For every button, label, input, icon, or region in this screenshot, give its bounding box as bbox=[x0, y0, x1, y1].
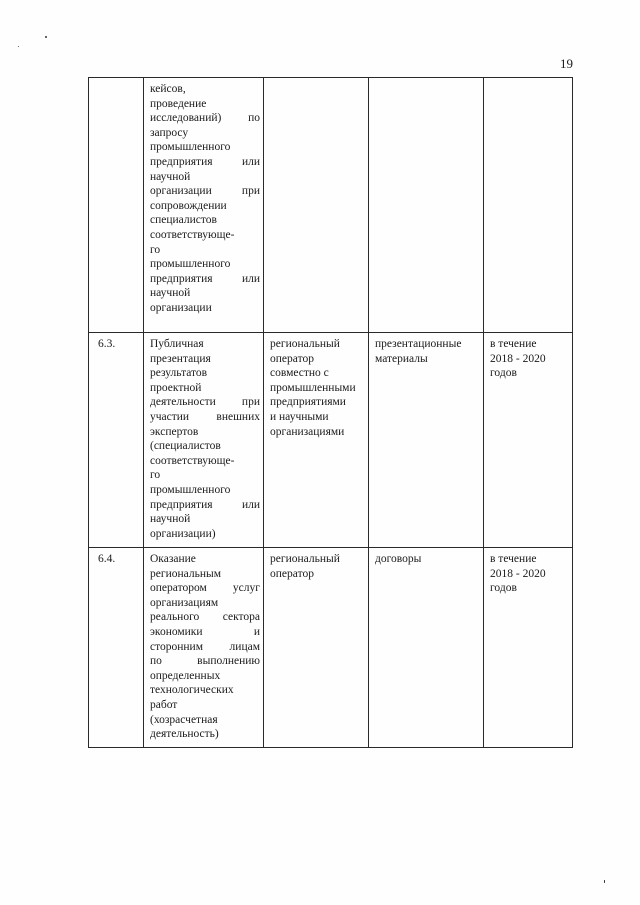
description-line: Оказание bbox=[150, 553, 196, 565]
scan-speck bbox=[604, 880, 605, 883]
description-line: организациям bbox=[150, 596, 219, 609]
description-line: организации) bbox=[150, 527, 216, 540]
row-number-cell bbox=[89, 78, 144, 333]
description-line: (хозрасчетная bbox=[150, 713, 218, 726]
description-line: промышленного bbox=[150, 141, 231, 154]
description-line: сторонним лицам bbox=[150, 640, 260, 653]
executor-line: и научными bbox=[270, 410, 329, 423]
result-line: презентационные bbox=[375, 338, 462, 350]
result-cell bbox=[369, 548, 484, 748]
executor-line: оператор bbox=[270, 352, 314, 365]
term-line: в течение bbox=[490, 553, 537, 565]
page-number: 19 bbox=[560, 56, 573, 71]
executor-cell bbox=[264, 78, 369, 333]
result-cell bbox=[369, 78, 484, 333]
description-line: результатов bbox=[150, 367, 208, 380]
description-line: региональным bbox=[150, 567, 221, 580]
description-line: промышленного bbox=[150, 483, 231, 496]
description-line: предприятия или bbox=[150, 498, 260, 511]
row-number-cell: 6.4. bbox=[89, 548, 144, 748]
row-number-cell: 6.3. bbox=[89, 333, 144, 548]
description-line: организации при bbox=[150, 185, 260, 198]
description-line: предприятия или bbox=[150, 155, 260, 168]
description-line: го bbox=[150, 243, 161, 256]
executor-line: промышленными bbox=[270, 381, 356, 394]
executor-line: организациями bbox=[270, 425, 345, 438]
description-line: технологических bbox=[150, 684, 234, 697]
executor-line: региональный bbox=[270, 553, 340, 565]
term-cell bbox=[484, 548, 573, 748]
description-line: презентация bbox=[150, 352, 211, 365]
table-row bbox=[89, 333, 573, 548]
table-row bbox=[89, 548, 573, 748]
scan-speck bbox=[45, 36, 47, 38]
description-line: исследований) по bbox=[150, 112, 260, 125]
description-line: определенных bbox=[150, 669, 221, 682]
description-line: научной bbox=[150, 170, 191, 183]
term-line: годов bbox=[490, 582, 517, 595]
description-line: проведение bbox=[150, 97, 207, 110]
description-line: Публичная bbox=[150, 338, 204, 350]
term-cell bbox=[484, 78, 573, 333]
description-line: деятельности при bbox=[150, 396, 260, 409]
description-line: по выполнению bbox=[150, 655, 260, 668]
description-line: промышленного bbox=[150, 258, 231, 271]
activity-description-cell bbox=[144, 333, 264, 548]
description-line: экспертов bbox=[150, 425, 199, 438]
description-line: предприятия или bbox=[150, 272, 260, 285]
description-line: (специалистов bbox=[150, 440, 221, 453]
description-line: го bbox=[150, 469, 161, 482]
activity-description-cell bbox=[144, 78, 264, 333]
term-line: годов bbox=[490, 367, 517, 380]
description-line: специалистов bbox=[150, 214, 217, 227]
term-line: 2018 - 2020 bbox=[490, 567, 546, 580]
term-line: в течение bbox=[490, 338, 537, 350]
description-line: научной bbox=[150, 513, 191, 526]
description-line: соответствующе- bbox=[150, 228, 235, 241]
description-line: научной bbox=[150, 287, 191, 300]
description-line: деятельность) bbox=[150, 728, 219, 741]
executor-line: оператор bbox=[270, 567, 314, 580]
description-line: соответствующе- bbox=[150, 454, 235, 467]
table-row bbox=[89, 78, 573, 333]
result-line: договоры bbox=[375, 553, 422, 565]
description-line: экономики и bbox=[150, 625, 260, 638]
executor-cell bbox=[264, 333, 369, 548]
executor-line: предприятиями bbox=[270, 396, 346, 409]
description-line: реального сектора bbox=[150, 611, 260, 624]
description-line: участии внешних bbox=[150, 410, 260, 423]
description-line: организации bbox=[150, 301, 212, 314]
description-line: сопровождении bbox=[150, 199, 227, 212]
description-line: оператором услуг bbox=[150, 582, 260, 595]
term-line: 2018 - 2020 bbox=[490, 352, 546, 365]
scan-speck bbox=[18, 46, 19, 47]
executor-line: региональный bbox=[270, 338, 340, 350]
description-line: проектной bbox=[150, 381, 202, 394]
term-cell bbox=[484, 333, 573, 548]
result-cell bbox=[369, 333, 484, 548]
activity-description-cell bbox=[144, 548, 264, 748]
result-line: материалы bbox=[375, 352, 428, 365]
description-line: работ bbox=[150, 698, 178, 711]
executor-line: совместно с bbox=[270, 367, 329, 380]
description-line: запросу bbox=[150, 126, 189, 139]
description-line: кейсов, bbox=[150, 83, 186, 95]
activities-table bbox=[88, 77, 573, 748]
executor-cell bbox=[264, 548, 369, 748]
